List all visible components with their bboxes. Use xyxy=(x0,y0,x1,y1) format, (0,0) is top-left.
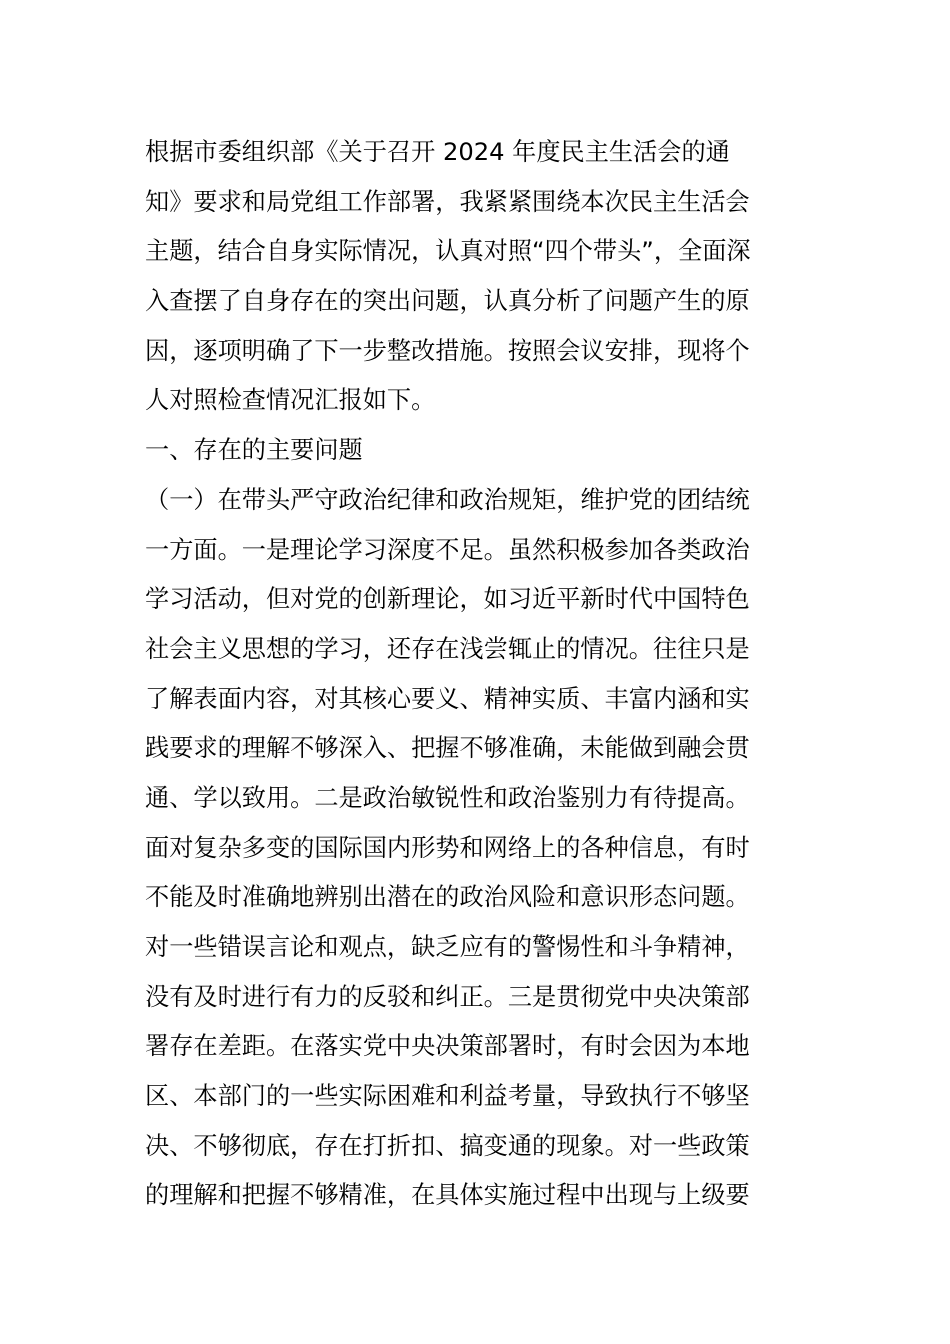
body-line: 践要求的理解不够深入、把握不够准确，未能做到融会贯 xyxy=(145,734,750,763)
body-line: 区、本部门的一些实际困难和利益考量，导致执行不够坚 xyxy=(145,1082,750,1111)
intro-line: 知》要求和局党组工作部署，我紧紧围绕本次民主生活会 xyxy=(145,187,750,216)
body-line: 决、不够彻底，存在打折扣、搞变通的现象。对一些政策 xyxy=(145,1131,750,1160)
body-line: 一方面。一是理论学习深度不足。虽然积极参加各类政治 xyxy=(145,535,750,564)
body-line: 对一些错误言论和观点，缺乏应有的警惕性和斗争精神， xyxy=(145,933,750,961)
body-line: 的理解和把握不够精准，在具体实施过程中出现与上级要 xyxy=(145,1181,750,1210)
section-heading: 一、存在的主要问题 xyxy=(145,436,363,465)
intro-line: 因，逐项明确了下一步整改措施。按照会议安排，现将个 xyxy=(145,336,750,365)
body-line: 了解表面内容，对其核心要义、精神实质、丰富内涵和实 xyxy=(145,684,750,713)
body-line: 不能及时准确地辨别出潜在的政治风险和意识形态问题。 xyxy=(145,883,750,912)
intro-line: 入查摆了自身存在的突出问题，认真分析了问题产生的原 xyxy=(145,287,750,316)
body-line: 没有及时进行有力的反驳和纠正。三是贯彻党中央决策部 xyxy=(145,982,750,1011)
intro-line: 人对照检查情况汇报如下。 xyxy=(145,386,436,415)
subsection-heading-line: （一）在带头严守政治纪律和政治规矩，维护党的团结统 xyxy=(145,485,750,514)
body-line: 社会主义思想的学习，还存在浅尝辄止的情况。往往只是 xyxy=(145,634,750,663)
body-line: 面对复杂多变的国际国内形势和网络上的各种信息，有时 xyxy=(145,833,750,862)
intro-line: 根据市委组织部《关于召开 2024 年度民主生活会的通 xyxy=(145,138,730,166)
intro-line: 主题，结合自身实际情况，认真对照“四个带头”，全面深 xyxy=(145,237,751,266)
body-line: 通、学以致用。二是政治敏锐性和政治鉴别力有待提高。 xyxy=(145,783,750,812)
document-body xyxy=(145,128,810,1221)
body-line: 署存在差距。在落实党中央决策部署时，有时会因为本地 xyxy=(145,1032,750,1061)
body-line: 学习活动，但对党的创新理论，如习近平新时代中国特色 xyxy=(145,585,750,614)
